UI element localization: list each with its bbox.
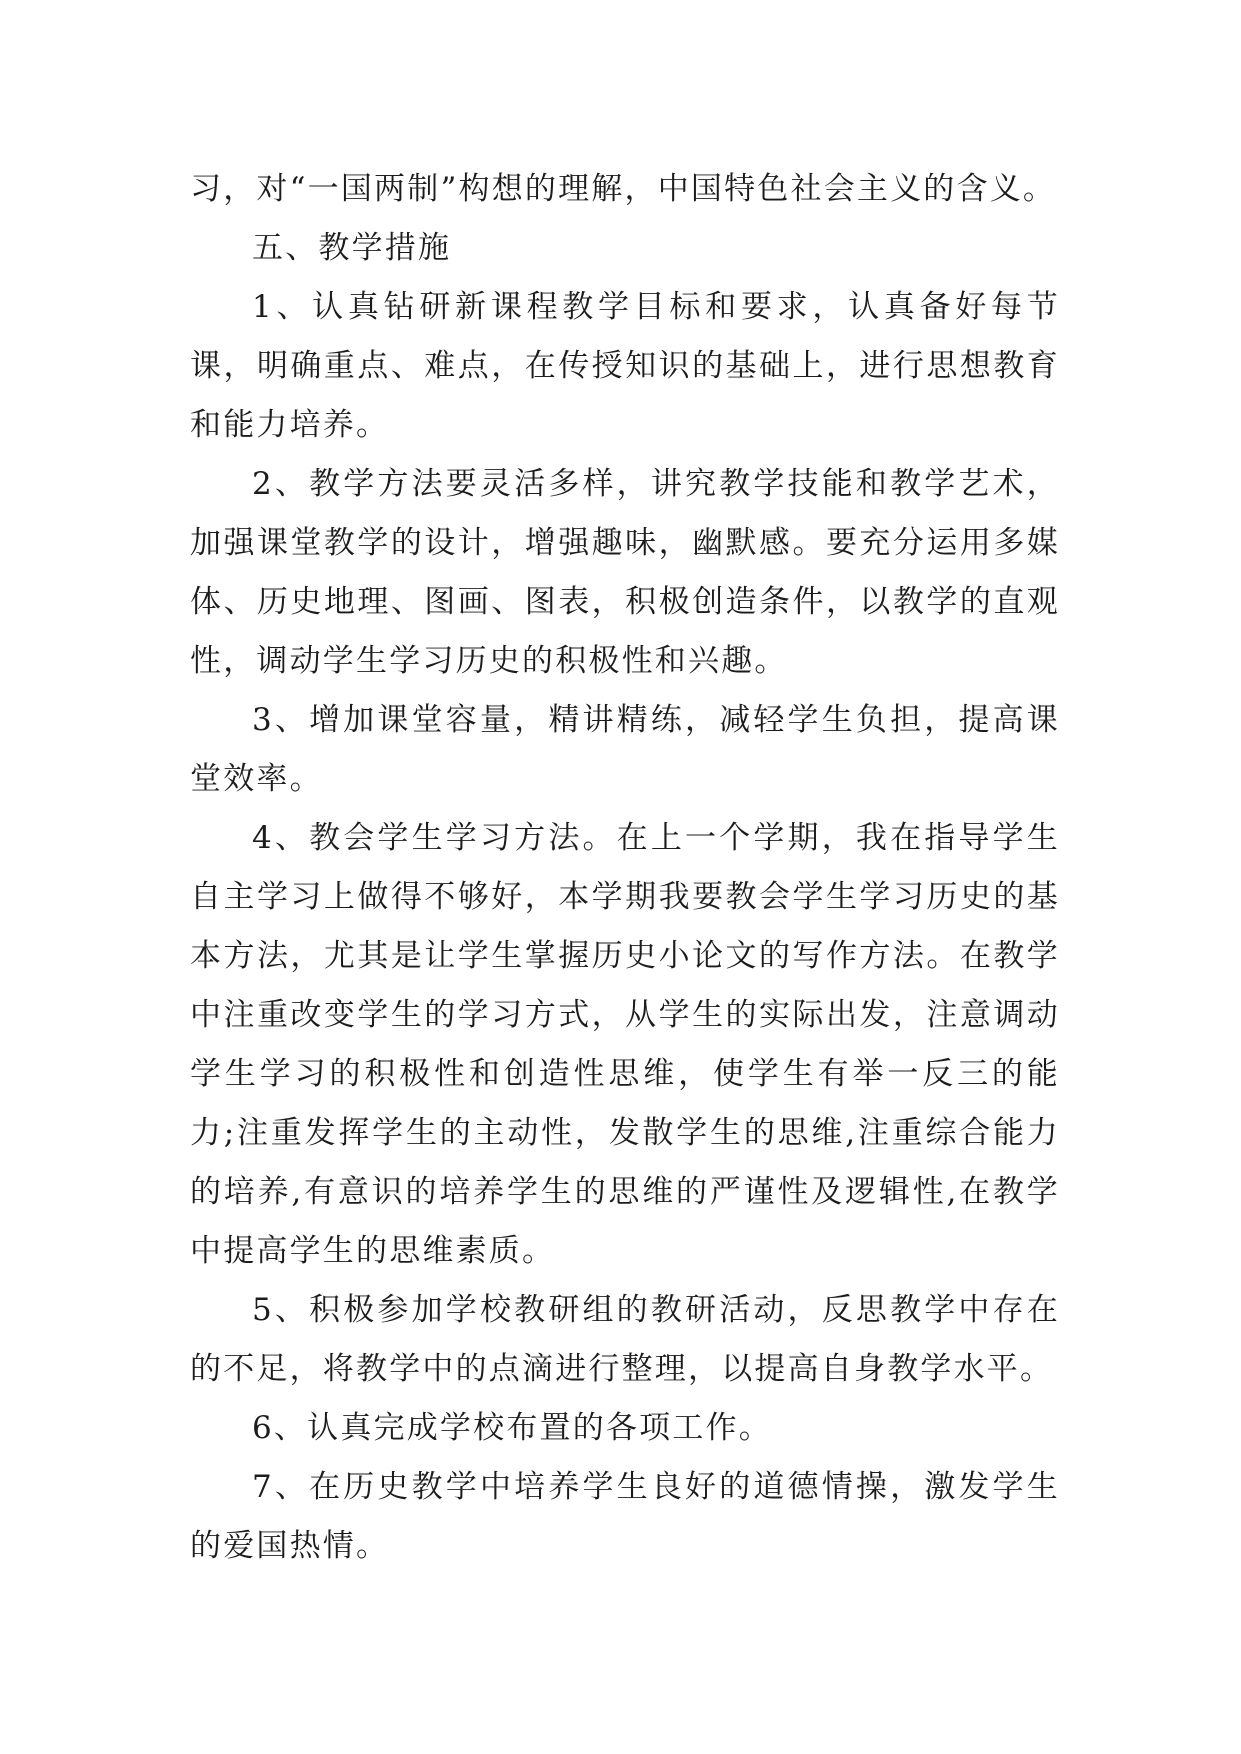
- paragraph-item-3: 3、增加课堂容量，精讲精练，减轻学生负担，提高课堂效率。: [190, 702, 1060, 797]
- paragraph-item-5: 5、积极参加学校教研组的教研活动，反思教学中存在的不足，将教学中的点滴进行整理，以提高自身教学水平。: [190, 1292, 1060, 1387]
- paragraph-continuation: 习，对“一国两制”构想的理解，中国特色社会主义的含义。: [190, 171, 1057, 207]
- paragraph-item-2: 2、教学方法要灵活多样，讲究教学技能和教学艺术，加强课堂教学的设计，增强趣味，幽默感。要充分运用多媒体、历史地理、图画、图表，积极创造条件，以教学的直观性，调动学生学习历史的积极性和兴趣。: [190, 466, 1060, 679]
- paragraph-item-6: 6、认真完成学校布置的各项工作。: [252, 1410, 772, 1446]
- paragraph-item-1: 1、认真钻研新课程教学目标和要求，认真备好每节课，明确重点、难点，在传授知识的基础上，进行思想教育和能力培养。: [190, 289, 1060, 443]
- paragraph-item-7: 7、在历史教学中培养学生良好的道德情操，激发学生的爱国热情。: [190, 1469, 1060, 1564]
- body-text: [190, 160, 1060, 1576]
- section-heading: 五、教学措施: [252, 230, 452, 266]
- paragraph-item-4: 4、教会学生学习方法。在上一个学期，我在指导学生自主学习上做得不够好，本学期我要教会学生学习历史的基本方法，尤其是让学生掌握历史小论文的写作方法。在教学中注重改变学生的学习方式，从学生的实际出发，注意调动学生学习的积极性和创造性思维，使学生有举一反三的能力;注重发挥学生的主动性，发散学生的思维,注重综合能力的培养,有意识的培养学生的思维的严谨性及逻辑性,在教学中提高学生的思维素质。: [190, 820, 1060, 1269]
